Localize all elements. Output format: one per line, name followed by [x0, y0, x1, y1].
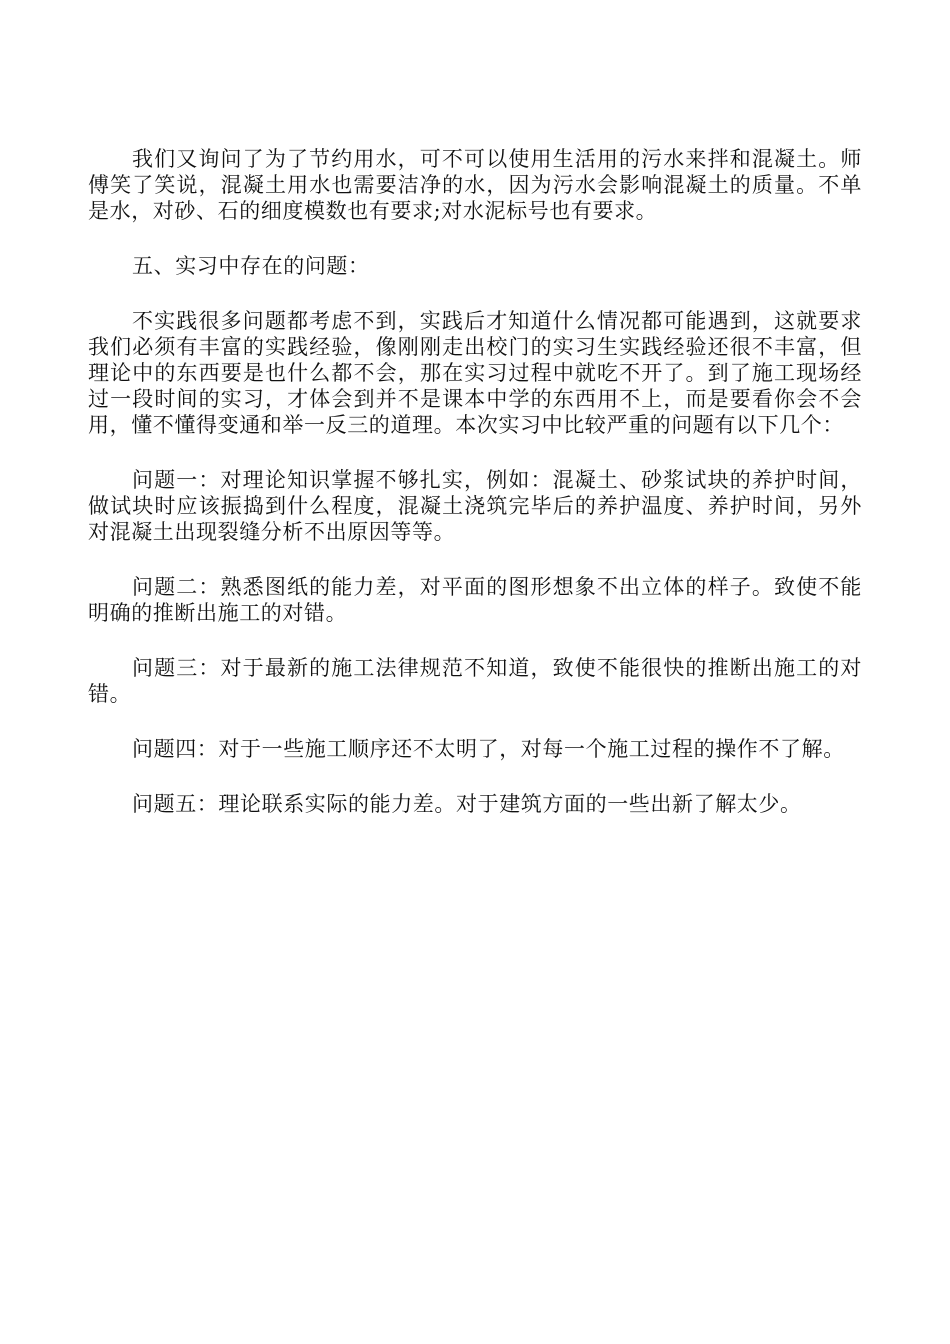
paragraph-problem-three: 问题三：对于最新的施工法律规范不知道，致使不能很快的推断出施工的对错。 [88, 656, 862, 706]
paragraph-problem-five: 问题五：理论联系实际的能力差。对于建筑方面的一些出新了解太少。 [132, 792, 802, 816]
paragraph-problem-four: 问题四：对于一些施工顺序还不太明了，对每一个施工过程的操作不了解。 [132, 737, 845, 761]
paragraph-problem-two: 问题二：熟悉图纸的能力差，对平面的图形想象不出立体的样子。致使不能明确的推断出施工的对错。 [88, 575, 862, 625]
section-heading-problems: 五、实习中存在的问题： [132, 254, 370, 278]
paragraph-problem-one: 问题一：对理论知识掌握不够扎实，例如：混凝土、砂浆试块的养护时间，做试块时应该振捣到什么程度，混凝土浇筑完毕后的养护温度、养护时间，另外对混凝土出现裂缝分析不出原因等等。 [88, 468, 862, 544]
paragraph-water-question: 我们又询问了为了节约用水，可不可以使用生活用的污水来拌和混凝土。师傅笑了笑说，混凝土用水也需要洁净的水，因为污水会影响混凝土的质量。不单是水，对砂、石的细度模数也有要求;对水泥标号也有要求。 [88, 147, 862, 223]
document-body [88, 146, 862, 846]
paragraph-practice-experience: 不实践很多问题都考虑不到，实践后才知道什么情况都可能遇到，这就要求我们必须有丰富的实践经验，像刚刚走出校门的实习生实践经验还很不丰富，但理论中的东西要是也什么都不会，那在实习过程中就吃不开了。到了施工现场经过一段时间的实习，才体会到并不是课本中学的东西用不上，而是要看你会不会用，懂不懂得变通和举一反三的道理。本次实习中比较严重的问题有以下几个： [88, 309, 862, 437]
